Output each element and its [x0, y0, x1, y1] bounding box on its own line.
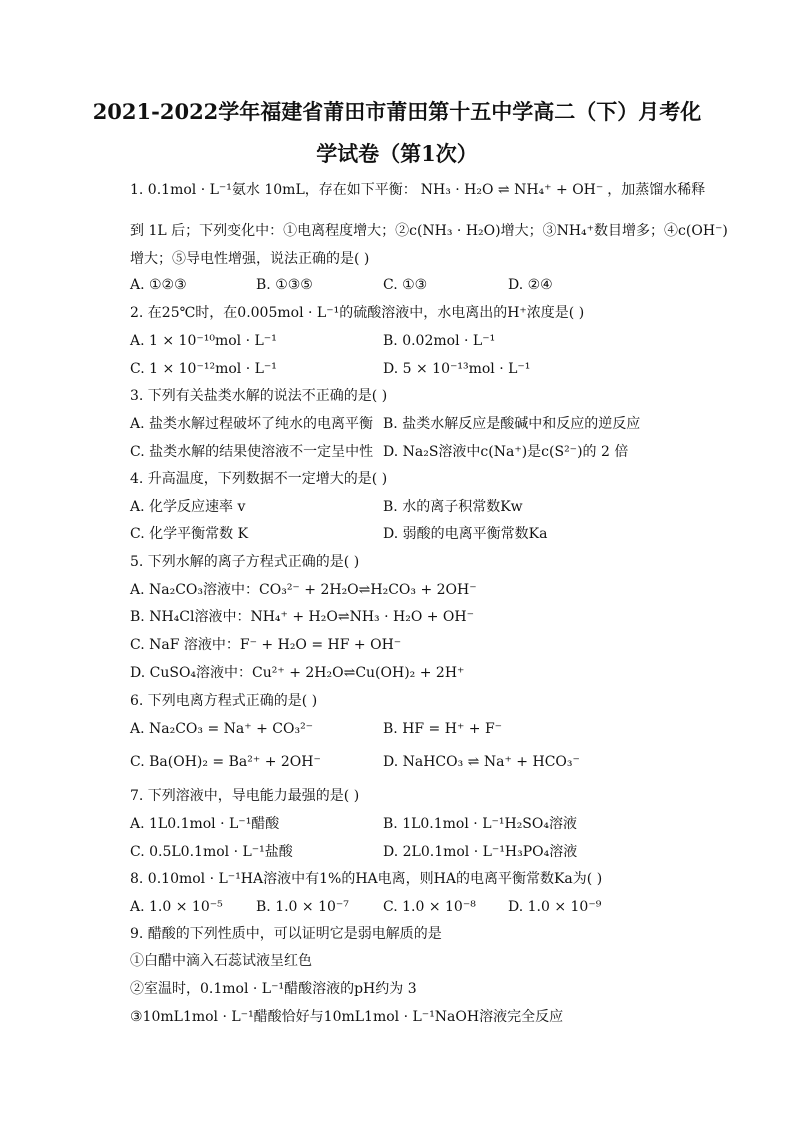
question-8-option-a[interactable]: A. 1.0 × 10⁻⁵ [130, 899, 223, 915]
question-7-option-a[interactable]: A. 1L0.1mol · L⁻¹醋酸 [130, 816, 280, 832]
question-6-stem: 6. 下列电离方程式正确的是( ) [130, 693, 318, 709]
question-5-option-c[interactable]: C. NaF 溶液中：F⁻ + H₂O = HF + OH⁻ [130, 637, 402, 653]
question-2-option-c[interactable]: C. 1 × 10⁻¹²mol · L⁻¹ [130, 361, 277, 377]
question-6-option-b[interactable]: B. HF = H⁺ + F⁻ [383, 721, 503, 737]
question-4-option-b[interactable]: B. 水的离子积常数Kw [383, 499, 523, 515]
question-9-item-1: ①白醋中滴入石蕊试液呈红色 [130, 953, 312, 969]
question-2-option-a[interactable]: A. 1 × 10⁻¹⁰mol · L⁻¹ [130, 333, 277, 349]
question-8-option-b[interactable]: B. 1.0 × 10⁻⁷ [256, 899, 349, 915]
question-2-option-b[interactable]: B. 0.02mol · L⁻¹ [383, 333, 496, 349]
exam-title-line-2: 学试卷（第1次） [316, 141, 478, 166]
question-3-option-a[interactable]: A. 盐类水解过程破坏了纯水的电离平衡 [130, 416, 374, 432]
question-5-option-b[interactable]: B. NH₄Cl溶液中：NH₄⁺ + H₂O⇌NH₃ · H₂O + OH⁻ [130, 609, 474, 625]
question-2-option-d[interactable]: D. 5 × 10⁻¹³mol · L⁻¹ [383, 361, 531, 377]
ammonia-equilibrium-equation: NH₃ · H₂O ⇌ NH₄⁺ + OH⁻ [420, 182, 604, 198]
question-1-option-c[interactable]: C. ①③ [383, 277, 428, 293]
question-9-stem: 9. 醋酸的下列性质中，可以证明它是弱电解质的是 [130, 926, 442, 942]
question-1-stem-part: 1. 0.1mol · L⁻¹氨水 10mL，存在如下平衡： [130, 182, 417, 198]
question-3-option-b[interactable]: B. 盐类水解反应是酸碱中和反应的逆反应 [383, 416, 641, 432]
question-7-option-c[interactable]: C. 0.5L0.1mol · L⁻¹盐酸 [130, 844, 293, 860]
question-1-stem-part: ，加蒸馏水稀释 [607, 182, 706, 198]
question-2-stem: 2. 在25℃时，在0.005mol · L⁻¹的硫酸溶液中，水电离出的H⁺浓度是( ) [130, 305, 585, 321]
question-7-option-d[interactable]: D. 2L0.1mol · L⁻¹H₃PO₄溶液 [383, 844, 578, 860]
question-5-option-a[interactable]: A. Na₂CO₃溶液中：CO₃²⁻ + 2H₂O⇌H₂CO₃ + 2OH⁻ [130, 582, 477, 598]
question-3-stem: 3. 下列有关盐类水解的说法不正确的是( ) [130, 388, 388, 404]
question-3-option-c[interactable]: C. 盐类水解的结果使溶液不一定呈中性 [130, 444, 374, 460]
question-6-option-d[interactable]: D. NaHCO₃ ⇌ Na⁺ + HCO₃⁻ [383, 754, 580, 770]
question-1-option-b[interactable]: B. ①③⑤ [256, 277, 313, 293]
question-7-stem: 7. 下列溶液中，导电能力最强的是( ) [130, 788, 360, 804]
question-4-stem: 4. 升高温度，下列数据不一定增大的是( ) [130, 471, 388, 487]
question-8-option-d[interactable]: D. 1.0 × 10⁻⁹ [508, 899, 602, 915]
question-1-option-d[interactable]: D. ②④ [508, 277, 553, 293]
question-1-stem-line-3: 增大；⑤导电性增强，说法正确的是( ) [130, 251, 370, 267]
question-5-option-d[interactable]: D. CuSO₄溶液中：Cu²⁺ + 2H₂O⇌Cu(OH)₂ + 2H⁺ [130, 665, 465, 681]
question-8-stem: 8. 0.10mol · L⁻¹HA溶液中有1%的HA电离，则HA的电离平衡常数Ka为( ) [130, 871, 603, 887]
question-9-item-2: ②室温时，0.1mol · L⁻¹醋酸溶液的pH约为 3 [130, 981, 417, 997]
question-9-item-3: ③10mL1mol · L⁻¹醋酸恰好与10mL1mol · L⁻¹NaOH溶液完全反应 [130, 1009, 564, 1025]
question-4-option-d[interactable]: D. 弱酸的电离平衡常数Ka [383, 526, 548, 542]
question-1-stem [130, 180, 710, 200]
question-6-option-a[interactable]: A. Na₂CO₃ = Na⁺ + CO₃²⁻ [130, 721, 314, 737]
question-3-option-d[interactable]: D. Na₂S溶液中c(Na⁺)是c(S²⁻)的 2 倍 [383, 444, 629, 460]
question-7-option-b[interactable]: B. 1L0.1mol · L⁻¹H₂SO₄溶液 [383, 816, 577, 832]
question-4-option-c[interactable]: C. 化学平衡常数 K [130, 526, 249, 542]
question-8-option-c[interactable]: C. 1.0 × 10⁻⁸ [383, 899, 476, 915]
question-6-option-c[interactable]: C. Ba(OH)₂ = Ba²⁺ + 2OH⁻ [130, 754, 321, 770]
question-1-option-a[interactable]: A. ①②③ [130, 277, 187, 293]
exam-title-line-1: 2021-2022学年福建省莆田市莆田第十五中学高二（下）月考化 [92, 99, 702, 124]
question-5-stem: 5. 下列水解的离子方程式正确的是( ) [130, 554, 360, 570]
question-4-option-a[interactable]: A. 化学反应速率 v [130, 499, 246, 515]
question-1-stem-line-2: 到 1L 后；下列变化中：①电离程度增大；②c(NH₃ · H₂O)增大；③NH₄⁺数目增多；④c(OH⁻) [130, 223, 728, 239]
